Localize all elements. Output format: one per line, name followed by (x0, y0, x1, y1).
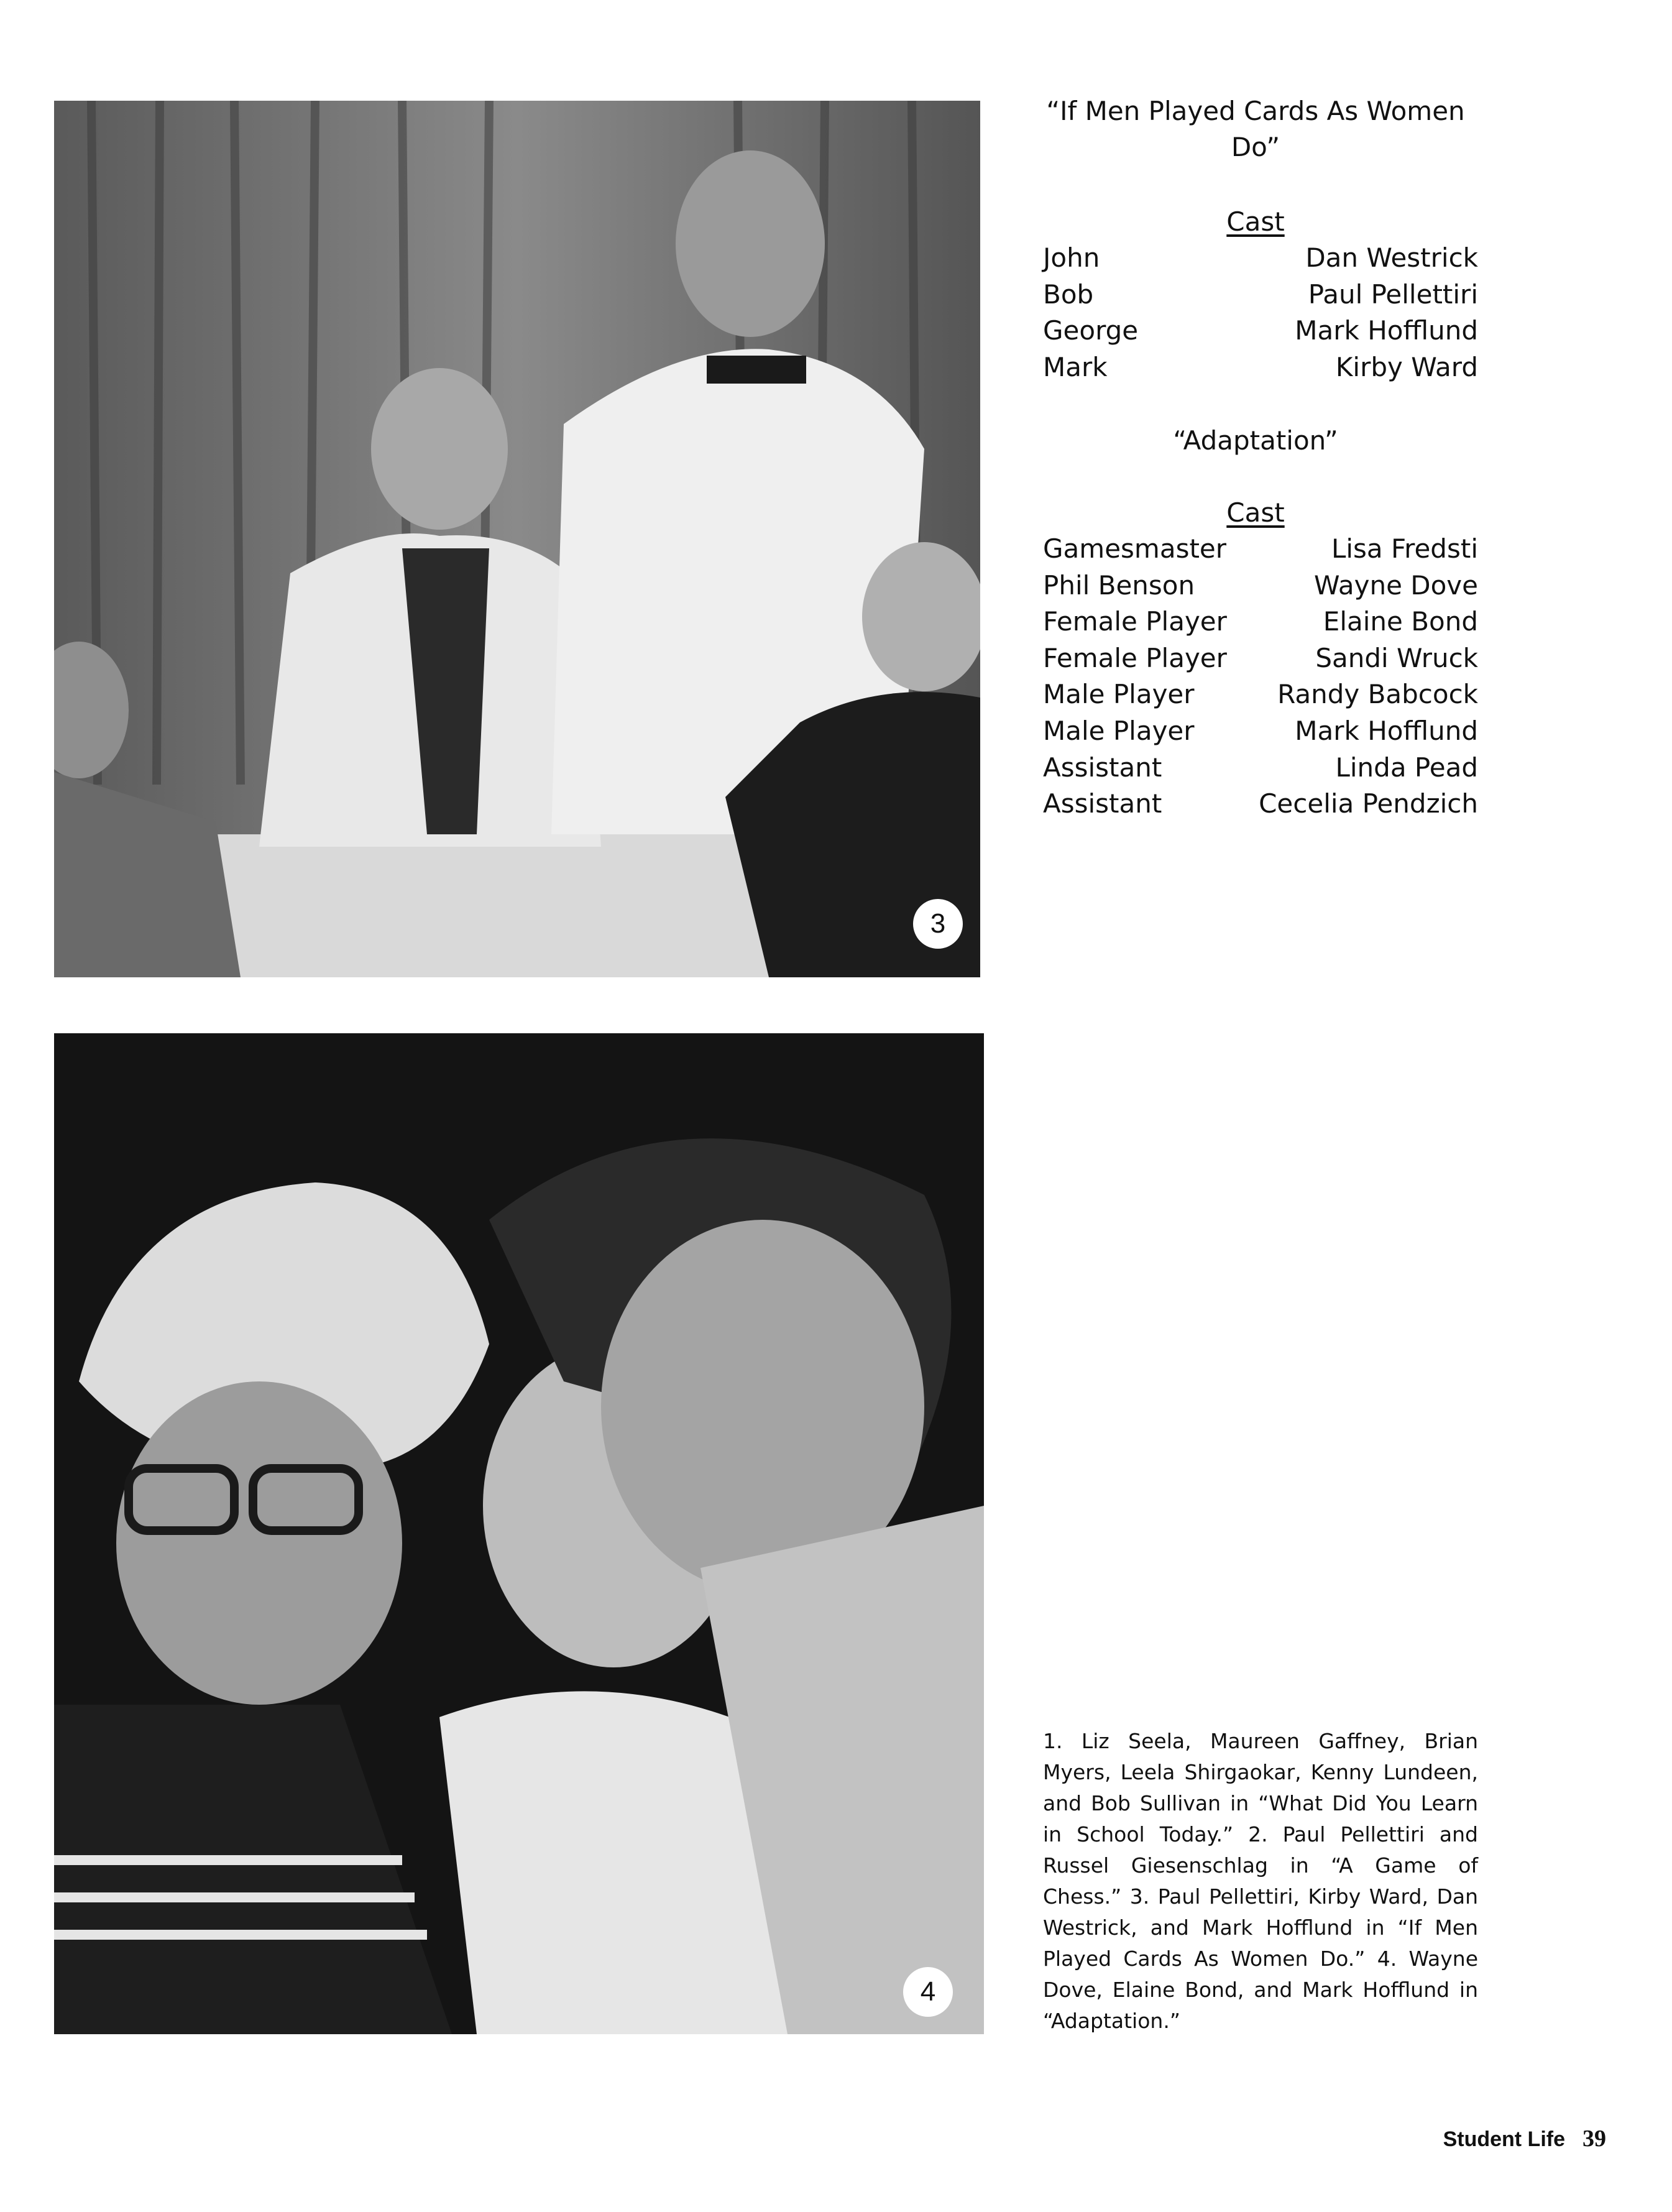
cast-list (1043, 531, 1478, 823)
play-title: “If Men Played Cards As Women Do” (1046, 96, 1465, 162)
cast-row (1043, 640, 1478, 677)
cast-actor: Mark Hofflund (1295, 315, 1478, 346)
photo-adaptation (54, 1033, 984, 2034)
cast-actor: Randy Babcock (1277, 679, 1478, 710)
cast-role: John (1043, 242, 1100, 273)
photo-caption: 1. Liz Seela, Maureen Gaffney, Brian Myers, Leela Shirgaokar, Kenny Lundeen, and Bob Sullivan in “What Did You Learn in School Today.” 2. Paul Pellettiri and Russel Giesenschlag in “A Game of Chess.” 3. Paul Pellettiri, Kirby Ward, Dan Westrick, and Mark Hofflund in “If Men Played Cards As Women Do.” 4. Wayne Dove, Elaine Bond, and Mark Hofflund in “Adaptation.” (1043, 1729, 1478, 2033)
cast-row (1043, 240, 1478, 277)
page-footer (1443, 2125, 1606, 2152)
cast-role: Gamesmaster (1043, 533, 1227, 564)
cast-role: Female Player (1043, 642, 1227, 673)
cast-row (1043, 676, 1478, 713)
footer-section: Student Life (1443, 2127, 1565, 2151)
photo-number-badge: 4 (903, 1967, 953, 2017)
cast-role: Assistant (1043, 752, 1162, 783)
cast-actor: Wayne Dove (1314, 569, 1478, 601)
cast-actor: Mark Hofflund (1295, 715, 1478, 746)
cast-row (1043, 277, 1478, 313)
cast-row (1043, 786, 1478, 823)
cast-actor: Cecelia Pendzich (1259, 788, 1478, 819)
cast-role: Mark (1043, 351, 1108, 382)
cast-heading: Cast (1226, 497, 1285, 528)
photo-adaptation-image (54, 1033, 984, 2034)
cast-list (1043, 240, 1478, 385)
photo-card-game-image (54, 101, 980, 977)
cast-actor: Dan Westrick (1305, 242, 1478, 273)
cast-actor: Lisa Fredsti (1331, 533, 1478, 564)
cast-heading: Cast (1226, 206, 1285, 237)
cast-row (1043, 568, 1478, 604)
cast-role: George (1043, 315, 1139, 346)
photo-card-game (54, 101, 980, 977)
cast-role: Male Player (1043, 679, 1195, 710)
cast-actor: Elaine Bond (1323, 606, 1478, 637)
photo-number-badge: 3 (913, 899, 963, 949)
page-number: 39 (1582, 2126, 1606, 2152)
cast-role: Bob (1043, 279, 1094, 310)
cast-role: Male Player (1043, 715, 1195, 746)
cast-actor: Paul Pellettiri (1308, 279, 1478, 310)
cast-role: Phil Benson (1043, 569, 1195, 601)
cast-role: Assistant (1043, 788, 1162, 819)
cast-row (1043, 531, 1478, 568)
cast-actor: Kirby Ward (1335, 351, 1478, 382)
cast-row (1043, 750, 1478, 786)
play-title: “Adaptation” (1173, 425, 1338, 456)
cast-actor: Sandi Wruck (1315, 642, 1478, 673)
cast-row (1043, 604, 1478, 640)
cast-role: Female Player (1043, 606, 1227, 637)
cast-actor: Linda Pead (1335, 752, 1478, 783)
cast-row (1043, 713, 1478, 750)
cast-row (1043, 313, 1478, 349)
cast-row (1043, 349, 1478, 386)
